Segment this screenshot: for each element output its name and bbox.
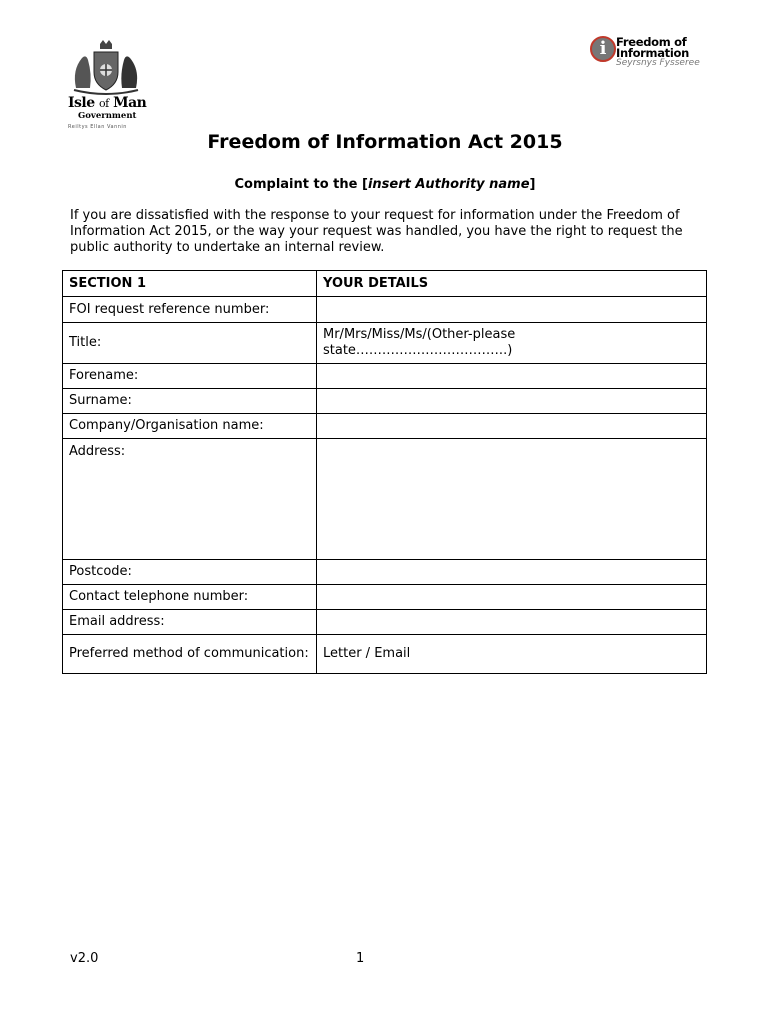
row-label: Company/Organisation name:	[63, 414, 317, 439]
table-row	[63, 297, 707, 323]
postcode-field[interactable]	[317, 560, 707, 585]
row-label: Address:	[63, 439, 317, 560]
info-letter: i	[599, 38, 607, 59]
address-field[interactable]	[317, 439, 707, 560]
foi-logo-manx: Seyrsnys Fysseree	[616, 58, 700, 68]
table-row	[63, 585, 707, 610]
forename-field[interactable]	[317, 364, 707, 389]
title-field[interactable]: Mr/Mrs/Miss/Ms/(Other-please state……………………………..)	[317, 323, 707, 364]
table-row	[63, 635, 707, 674]
row-label: Postcode:	[63, 560, 317, 585]
subtitle-suffix: ]	[529, 177, 536, 192]
table-row	[63, 414, 707, 439]
row-label: Forename:	[63, 364, 317, 389]
subtitle-authority-placeholder: insert Authority name	[367, 177, 530, 192]
subtitle-prefix: Complaint to the [	[234, 177, 368, 192]
document-subtitle	[0, 177, 770, 192]
row-label: Email address:	[63, 610, 317, 635]
email-field[interactable]	[317, 610, 707, 635]
details-table	[62, 270, 707, 674]
row-label: Contact telephone number:	[63, 585, 317, 610]
table-row	[63, 610, 707, 635]
communication-method-field[interactable]: Letter / Email	[317, 635, 707, 674]
company-field[interactable]	[317, 414, 707, 439]
table-row	[63, 560, 707, 585]
of-text: of	[99, 97, 109, 110]
manx-tagline: Reiltys Ellan Vannin	[68, 124, 127, 130]
document-title: Freedom of Information Act 2015	[207, 131, 563, 153]
isle-text: Isle	[68, 95, 95, 111]
surname-field[interactable]	[317, 389, 707, 414]
section-header: SECTION 1	[63, 271, 317, 297]
table-row	[63, 364, 707, 389]
page-number: 1	[356, 951, 365, 966]
foi-logo-line1: Freedom of	[616, 35, 687, 49]
freedom-of-information-logo	[590, 36, 700, 70]
government-label: Government	[78, 111, 137, 121]
row-label: Title:	[63, 323, 317, 364]
table-row	[63, 389, 707, 414]
row-label: FOI request reference number:	[63, 297, 317, 323]
man-text: Man	[113, 95, 147, 111]
crest-icon	[66, 40, 146, 95]
version-label: v2.0	[70, 951, 99, 966]
row-label: Preferred method of communication:	[63, 635, 317, 674]
table-row	[63, 323, 707, 364]
your-details-header: YOUR DETAILS	[317, 271, 707, 297]
table-header-row	[63, 271, 707, 297]
isle-of-man-wordmark	[68, 95, 146, 111]
row-label: Surname:	[63, 389, 317, 414]
table-row	[63, 439, 707, 560]
foi-reference-field[interactable]	[317, 297, 707, 323]
foi-logo-line2: Information	[616, 46, 690, 60]
intro-paragraph: If you are dissatisfied with the response to your request for information under the Freedom of Information Act 2015, or the way your request was handled, you have the right to request the public authority to undertake an internal review.	[70, 208, 683, 255]
telephone-field[interactable]	[317, 585, 707, 610]
